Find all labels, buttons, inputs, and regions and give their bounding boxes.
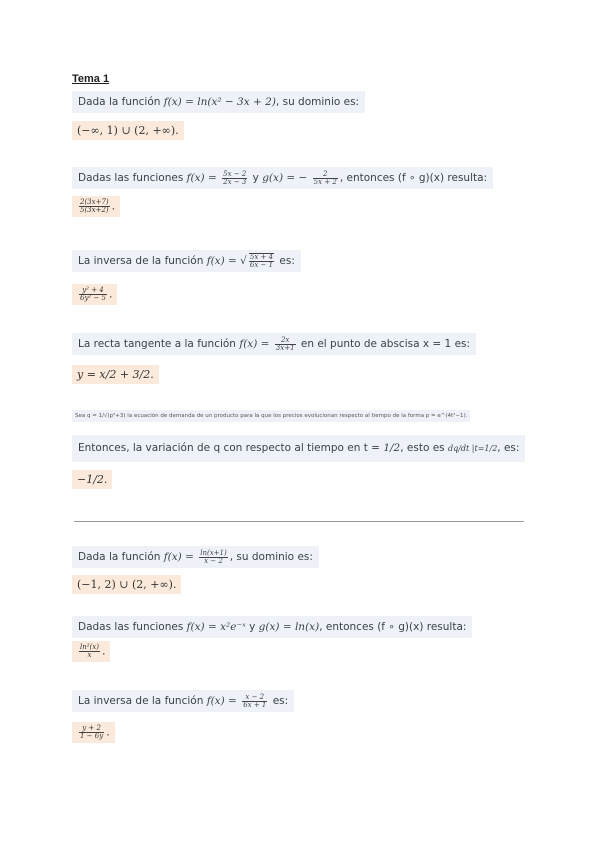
q8-text: La inversa de la función	[78, 695, 204, 707]
q4-tail: en el punto de abscisa x = 1 es:	[300, 338, 471, 350]
question-6	[72, 546, 319, 568]
q5-t: 1/2	[383, 442, 401, 454]
answer-6	[72, 575, 181, 594]
q8-num: x − 2	[242, 694, 267, 702]
q4-fraction	[275, 337, 296, 352]
a4-value: y = x/2 + 3/2.	[77, 368, 154, 381]
q2-g: g(x) = −	[262, 172, 308, 184]
question-8	[72, 690, 294, 712]
a7-num: ln²(x)	[80, 643, 99, 651]
q3-num: 5x + 4	[249, 253, 274, 261]
q2-text: Dadas las funciones	[78, 172, 184, 184]
question-3	[72, 250, 301, 272]
q3-den: 6x − 1	[249, 261, 274, 269]
a1-value: (−∞, 1) ∪ (2, +∞).	[77, 124, 179, 137]
answer-3: $\frac{\text{y² + 4}}{\text{6y² − 5}}$ .	[72, 284, 117, 305]
q8-fraction	[242, 694, 267, 709]
q5-deriv: dq/dt |t=1/2	[447, 444, 498, 453]
question-4	[72, 333, 476, 355]
q6-fraction	[199, 550, 227, 565]
a5-value: −1/2.	[77, 473, 108, 486]
question-2	[72, 167, 493, 189]
q3-fraction	[249, 253, 274, 269]
q2-f-fraction	[222, 171, 247, 186]
answer-5	[72, 470, 112, 489]
q4-text: La recta tangente a la función	[78, 338, 236, 350]
answer-1	[72, 121, 184, 140]
q6-num: ln(x+1)	[200, 548, 227, 557]
section-divider	[74, 521, 524, 522]
q2-g-den: 5x + 2	[313, 177, 337, 186]
a2-fraction	[79, 199, 110, 214]
q4-f: f(x) =	[239, 338, 270, 350]
q6-text: Dada la función	[78, 551, 161, 563]
a8-num: y + 2	[79, 725, 104, 733]
q1-expr: f(x) = ln(x² − 3x + 2)	[163, 96, 276, 108]
a2-num: 2(3x+7)	[80, 198, 109, 206]
q7-f: f(x) = x²e⁻ˣ	[186, 621, 246, 633]
q7-text: Dadas las funciones	[78, 621, 184, 633]
a8-den: 1 − 6y	[80, 732, 104, 740]
q2-f-den: 2x − 3	[223, 177, 247, 186]
a7-fraction	[79, 644, 100, 659]
answer-4	[72, 365, 159, 384]
a6-value: (−1, 2) ∪ (2, +∞).	[77, 578, 177, 591]
q1-tail: , su dominio es:	[275, 96, 360, 108]
q2-f: f(x) =	[186, 172, 217, 184]
q4-num: 2x	[275, 337, 296, 345]
q5-mid: , esto es	[400, 442, 445, 454]
q8-f: f(x) =	[206, 695, 237, 707]
q3-tail: es:	[279, 255, 295, 267]
page-title: Tema 1	[72, 73, 110, 85]
answer-7: $\frac{\text{ln²(x)}}{x}$ .	[72, 641, 110, 662]
a7-den: x	[87, 651, 92, 659]
a8-fraction	[79, 725, 104, 740]
q2-y: y	[252, 172, 259, 184]
q5-text: Entonces, la variación de q con respecto al tiempo en t =	[78, 442, 380, 454]
q3-text: La inversa de la función	[78, 255, 204, 267]
a3-fraction	[79, 287, 107, 302]
question-1	[72, 91, 365, 113]
q2-g-fraction	[313, 171, 338, 186]
answer-8: $\frac{y + 2}{1 - 6y}$ .	[72, 722, 115, 743]
q4-den: 3x+1	[275, 343, 295, 352]
q6-den: x − 2	[204, 556, 223, 565]
a3-den: 6y² − 5	[80, 294, 106, 302]
q2-tail: , entonces (f ∘ g)(x) resulta:	[339, 172, 488, 184]
a2-den: 5(3x+2)	[80, 206, 109, 214]
question-7	[72, 616, 472, 638]
q8-den: 6x + 1	[243, 700, 267, 709]
q8-tail: es:	[272, 695, 289, 707]
q7-y: y	[249, 621, 256, 633]
q2-f-num: 5x − 2	[223, 169, 247, 178]
answer-2: $\frac{2(3x+7)}{5(3x+2)}$ .	[72, 196, 120, 217]
question-5-context	[72, 410, 470, 422]
q6-f: f(x) =	[163, 551, 194, 563]
q1-text: Dada la función	[78, 96, 161, 108]
q3-f: f(x) = √	[206, 255, 247, 267]
q7-tail: , entonces (f ∘ g)(x) resulta:	[319, 621, 467, 633]
a3-num: y² + 4	[79, 287, 107, 295]
question-5	[72, 435, 525, 462]
q5-small: Sea q = 1/√(p²+3) la ecuación de demanda de un producto para la que los precios evolucionan respecto al tiempo de la forma p = e^(4t²−1).	[75, 413, 468, 419]
q6-tail: , su dominio es:	[229, 551, 313, 563]
q2-g-num: 2	[313, 171, 338, 179]
q5-tail: , es:	[497, 442, 520, 454]
q7-g: g(x) = ln(x)	[258, 621, 320, 633]
